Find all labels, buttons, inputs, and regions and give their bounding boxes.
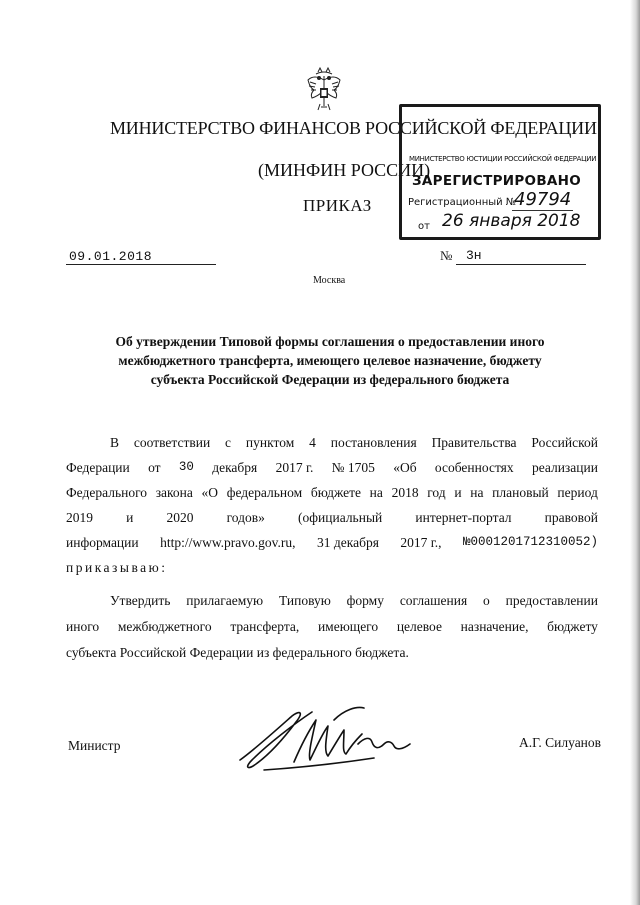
- url-text: http://www.pravo.gov.ru,: [160, 535, 296, 550]
- word: бюджете: [310, 485, 361, 500]
- number-label: №: [440, 248, 453, 263]
- word: 31 декабря: [317, 535, 379, 550]
- order-word: приказываю:: [66, 560, 168, 575]
- word: и: [454, 485, 462, 500]
- word: назначение,: [460, 619, 529, 634]
- signer-title: Министр: [68, 738, 121, 753]
- publication-number: №0001201712310052): [462, 535, 598, 549]
- paragraph-order: [66, 588, 598, 666]
- word: реализации: [531, 460, 598, 475]
- word: (официальный: [298, 510, 383, 525]
- stamp-date: 26 января 2018: [442, 211, 581, 231]
- text-line: [66, 480, 598, 505]
- word: на: [369, 485, 383, 500]
- stamp-reg-number: 49794: [514, 189, 572, 210]
- word: годов»: [226, 510, 265, 525]
- text-segment: субъекта Российской Федерации из федерального бюджета.: [66, 645, 409, 660]
- word: соглашения: [399, 593, 468, 608]
- text-line: [66, 555, 598, 580]
- signature-image: [234, 698, 430, 784]
- text-line: [66, 588, 598, 614]
- document-type: ПРИКАЗ: [303, 196, 372, 215]
- word: № 1705: [331, 460, 375, 475]
- word: 2020: [166, 510, 194, 525]
- word: Федерального: [66, 485, 148, 500]
- word: трансферта,: [230, 619, 300, 634]
- paragraph-basis: [66, 430, 598, 580]
- word: бюджету: [547, 619, 598, 634]
- signer-name: А.Г. Силуанов: [519, 735, 602, 750]
- word: соответствии: [133, 435, 211, 450]
- text-line: [66, 530, 598, 555]
- document-number: 3н: [466, 248, 482, 263]
- word: 2018: [391, 485, 419, 500]
- word: прилагаемую: [186, 593, 264, 608]
- word: 2017 г.: [275, 460, 314, 475]
- word: правовой: [544, 510, 598, 525]
- ministry-name: МИНИСТЕРСТВО ФИНАНСОВ РОССИЙСКОЙ ФЕДЕРАЦИИ: [110, 118, 597, 138]
- word: плановый: [492, 485, 549, 500]
- text-line: [66, 430, 598, 455]
- word: интернет-портал: [415, 510, 512, 525]
- word: В: [110, 435, 120, 450]
- word: год: [427, 485, 446, 500]
- stamp-status: ЗАРЕГИСТРИРОВАНО: [412, 173, 582, 189]
- word: федеральном: [226, 485, 303, 500]
- text-line: [66, 455, 598, 480]
- word: целевое: [396, 619, 442, 634]
- document-subject: [60, 332, 600, 389]
- word: и: [126, 510, 134, 525]
- stamp-department: МИНИСТЕРСТВО ЮСТИЦИИ РОССИЙСКОЙ ФЕДЕРАЦИИ: [409, 155, 597, 163]
- word: на: [470, 485, 484, 500]
- word: 2017 г.,: [400, 535, 442, 550]
- word: Типовую: [278, 593, 331, 608]
- document-date: 09.01.2018: [69, 249, 153, 264]
- word: с: [225, 435, 232, 450]
- word: Российской: [531, 435, 598, 450]
- word: декабря: [212, 460, 258, 475]
- text-line: [66, 614, 598, 640]
- subject-line: межбюджетного трансферта, имеющего целевое назначение, бюджету: [118, 353, 542, 368]
- word: закона: [155, 485, 193, 500]
- word: форму: [346, 593, 384, 608]
- stamp-date-prefix: от: [418, 221, 430, 232]
- coat-of-arms-icon: [304, 66, 344, 114]
- date-underline: [66, 264, 216, 265]
- ministry-short-name: (МИНФИН РОССИИ): [258, 160, 431, 180]
- word: 2019: [66, 510, 93, 525]
- number-underline: [456, 264, 586, 265]
- word: «О: [201, 485, 219, 500]
- word: «Об: [393, 460, 417, 475]
- word: период: [557, 485, 598, 500]
- word: постановления: [330, 435, 417, 450]
- scan-edge-shadow: [630, 0, 640, 905]
- text-line: [66, 505, 598, 530]
- stamp-reg-label: Регистрационный №: [408, 197, 517, 208]
- word: имеющего: [317, 619, 379, 634]
- registration-stamp: [399, 104, 601, 240]
- text-line: [66, 640, 598, 666]
- word: Правительства: [431, 435, 517, 450]
- word: предоставлении: [505, 593, 598, 608]
- word: пунктом: [245, 435, 295, 450]
- subject-line: субъекта Российской Федерации из федерального бюджета: [150, 372, 510, 387]
- city: Москва: [313, 275, 346, 286]
- word: информации: [66, 535, 139, 550]
- word: межбюджетного: [117, 619, 212, 634]
- word: 30: [178, 460, 194, 474]
- word: 4: [309, 435, 316, 450]
- word: иного: [66, 619, 100, 634]
- word: от: [148, 460, 161, 475]
- word: особенностях: [434, 460, 514, 475]
- subject-line: Об утверждении Типовой формы соглашения о предоставлении иного: [115, 334, 545, 349]
- word: Федерации: [66, 460, 130, 475]
- word: о: [483, 593, 490, 608]
- word: Утвердить: [110, 593, 171, 608]
